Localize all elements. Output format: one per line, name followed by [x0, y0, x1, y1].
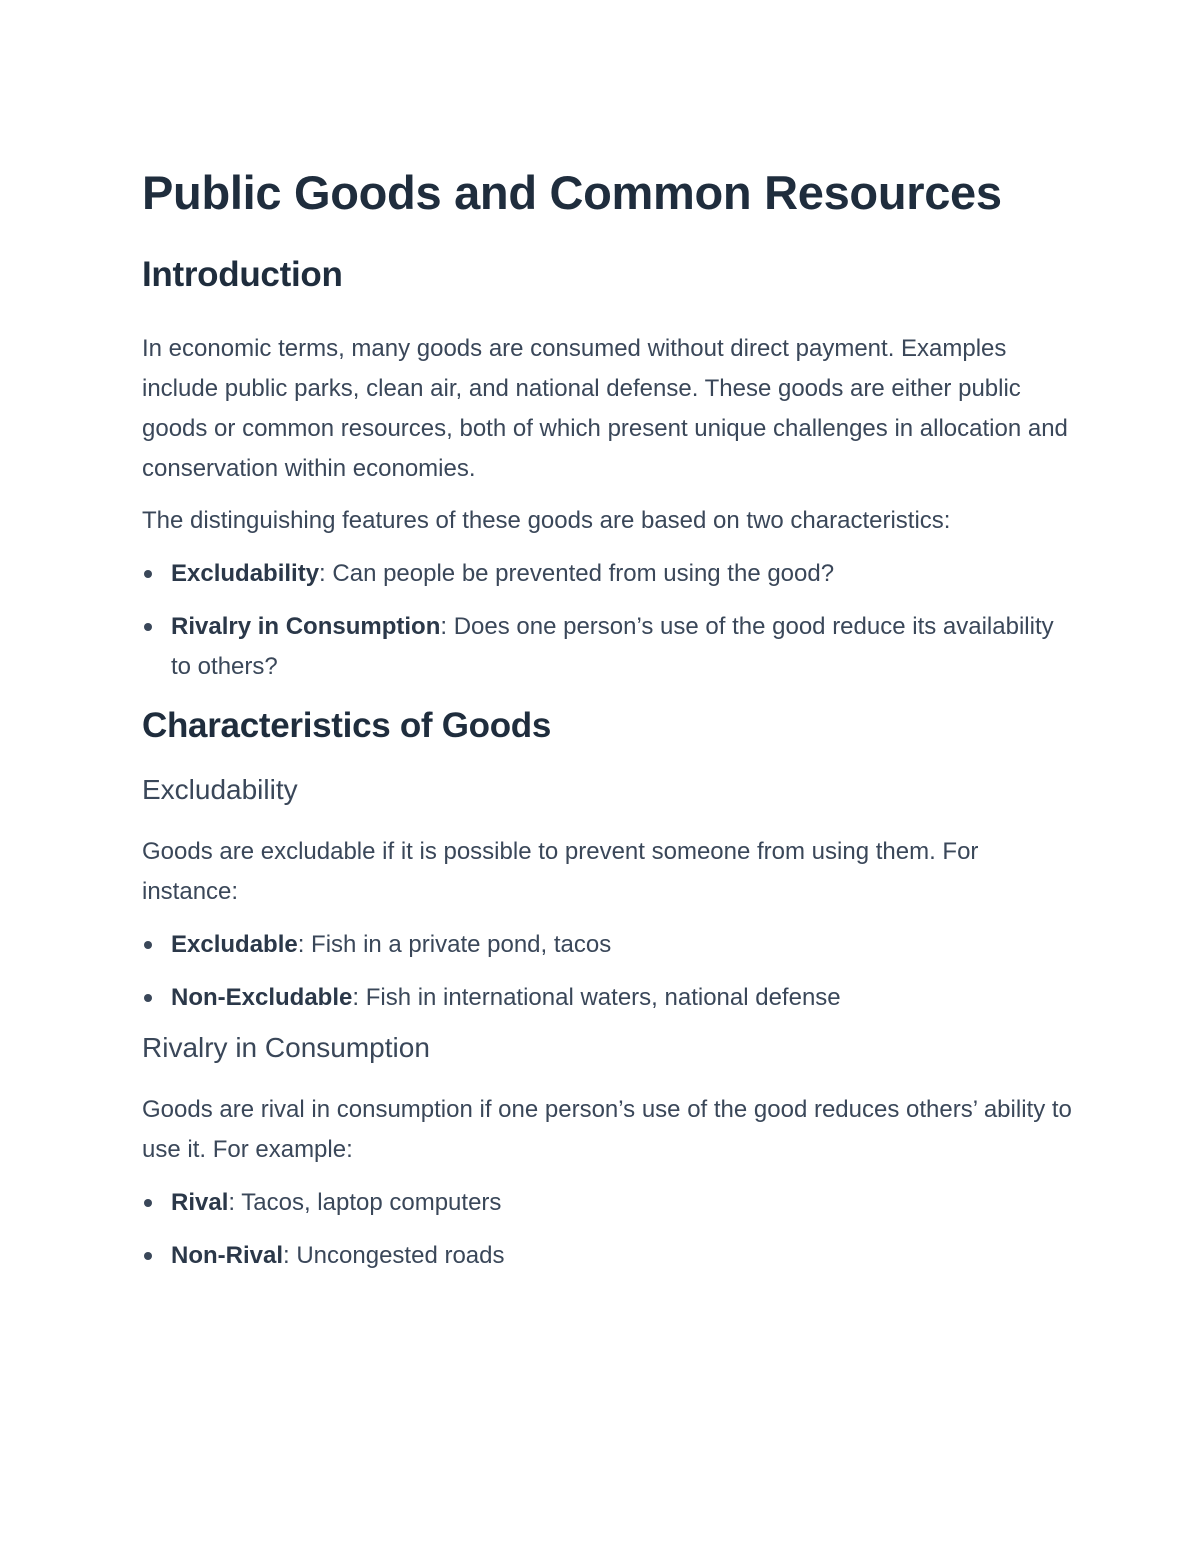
features-list	[142, 554, 1072, 687]
list-item-text: : Fish in international waters, national defense	[352, 984, 841, 1011]
excludability-heading: Excludability	[142, 774, 298, 805]
list-item	[142, 925, 1072, 965]
list-item-term: Non-Rival	[171, 1242, 284, 1269]
list-item-text: : Uncongested roads	[283, 1242, 505, 1269]
document-page	[142, 160, 1072, 1289]
list-item-term: Non-Excludable	[171, 984, 353, 1011]
list-item-term: Excludability	[171, 560, 320, 587]
list-item-term: Rival	[171, 1189, 229, 1216]
introduction-heading: Introduction	[142, 255, 343, 294]
bullet-icon	[144, 941, 152, 949]
rivalry-list	[142, 1183, 1072, 1276]
list-item	[142, 554, 1072, 594]
list-item	[142, 978, 1072, 1018]
characteristics-section	[142, 702, 1072, 1276]
rivalry-heading: Rivalry in Consumption	[142, 1032, 430, 1063]
list-item-text: : Tacos, laptop computers	[228, 1189, 502, 1216]
bullet-icon	[144, 994, 152, 1002]
bullet-icon	[144, 570, 152, 578]
list-item-text: : Does one person’s use of the good reduce its availability to others?	[171, 613, 1054, 680]
features-intro-paragraph: The distinguishing features of these goods are based on two characteristics:	[142, 507, 951, 534]
list-item-text: : Fish in a private pond, tacos	[297, 931, 612, 958]
list-item-term: Rivalry in Consumption	[171, 613, 441, 640]
bullet-icon	[144, 1199, 152, 1207]
bullet-icon	[144, 1252, 152, 1260]
introduction-paragraph: In economic terms, many goods are consumed without direct payment. Examples include public parks, clean air, and national defense. These goods are either public goods or common resources, both of which present unique challenges in allocation and conservation within economies.	[142, 335, 1068, 482]
characteristics-heading: Characteristics of Goods	[142, 706, 552, 745]
excludability-paragraph: Goods are excludable if it is possible to prevent someone from using them. For instance:	[142, 838, 979, 905]
bullet-icon	[144, 623, 152, 631]
document-title: Public Goods and Common Resources	[142, 166, 1002, 219]
list-item-term: Excludable	[171, 931, 298, 958]
introduction-section	[142, 251, 1072, 687]
list-item	[142, 1236, 1072, 1276]
list-item	[142, 1183, 1072, 1223]
rivalry-paragraph: Goods are rival in consumption if one person’s use of the good reduces others’ ability to use it. For example:	[142, 1096, 1072, 1163]
excludability-list	[142, 925, 1072, 1018]
list-item	[142, 607, 1072, 687]
list-item-text: : Can people be prevented from using the good?	[319, 560, 835, 587]
